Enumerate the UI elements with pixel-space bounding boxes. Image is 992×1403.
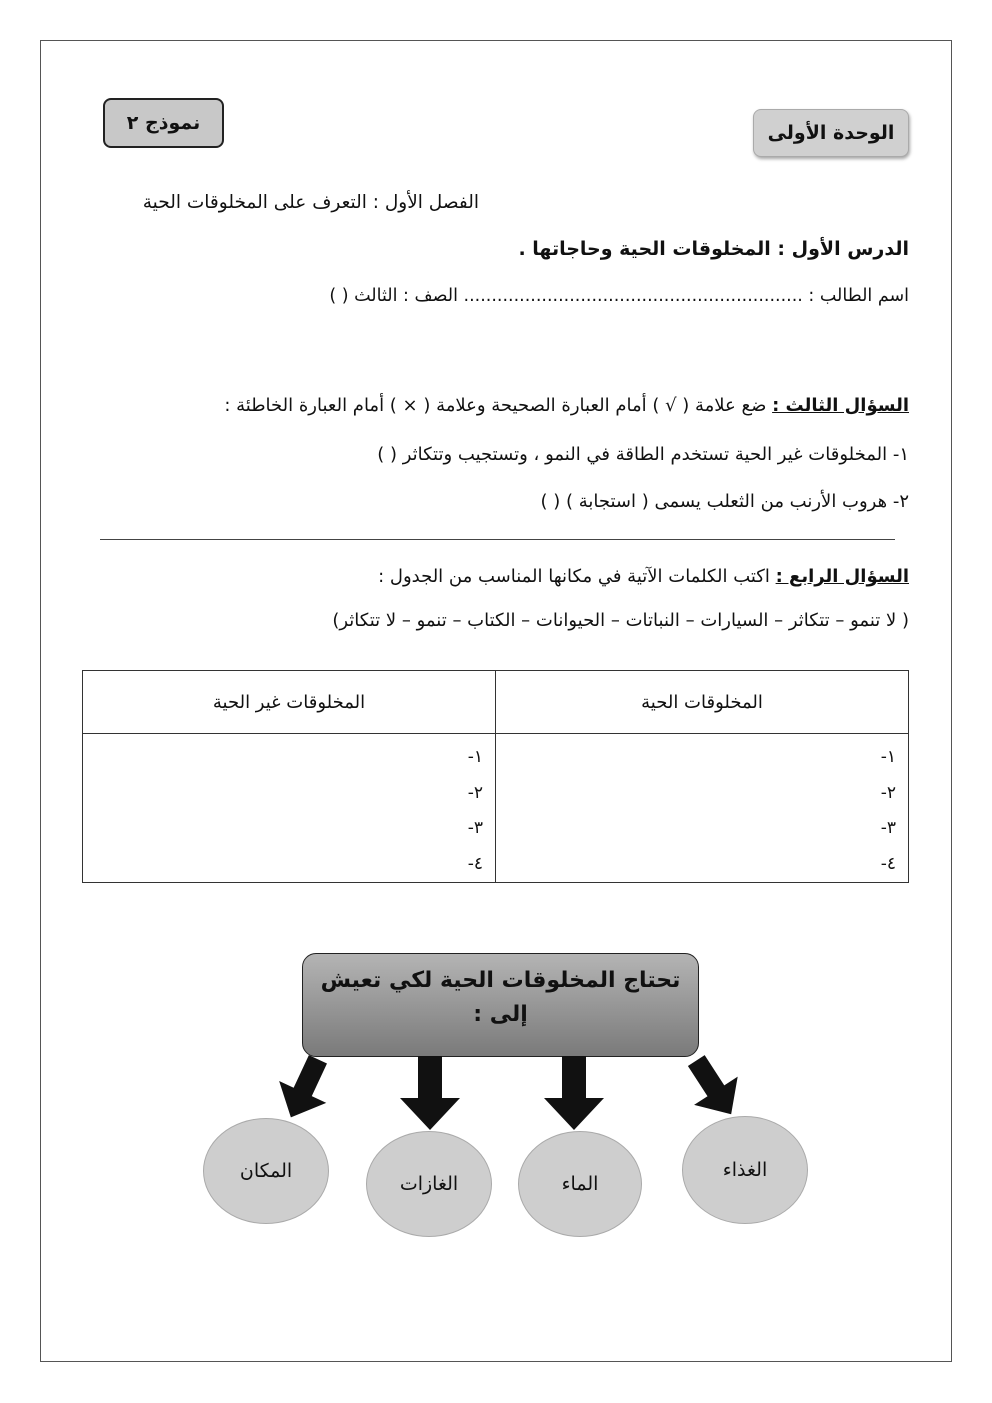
- nonliving-row: ٣-: [467, 818, 483, 838]
- question3-item-2: ٢- هروب الأرنب من الثعلب يسمى ( استجابة ) ( ): [540, 491, 909, 512]
- living-row: ١-: [880, 747, 896, 767]
- section-divider: [100, 539, 895, 540]
- question3-text: ضع علامة ( √ ) أمام العبارة الصحيحة وعلامة ( × ) أمام العبارة الخاطئة :: [224, 395, 773, 416]
- nonliving-column-header: المخلوقات غير الحية: [83, 671, 496, 734]
- needs-title-line1: تحتاج المخلوقات الحية لكي تعيش: [320, 968, 681, 993]
- nonliving-row: ٢-: [467, 782, 483, 803]
- question3-label: السؤال الثالث :: [772, 395, 909, 416]
- classification-table: [82, 670, 909, 883]
- living-column-header: المخلوقات الحية: [496, 671, 909, 734]
- question3-item-1: ١- المخلوقات غير الحية تستخدم الطاقة في النمو ، وتستجيب وتتكاثر ( ): [377, 444, 909, 465]
- question4-word-list: ( لا تنمو – تتكاثر – السيارات – النباتات – الحيوانات – الكتاب – تنمو – لا تتكاثر): [332, 610, 909, 631]
- question3-prompt: [224, 395, 909, 416]
- student-name-line: اسم الطالب : ............................................................. الصف : الثالث ( ): [329, 286, 909, 306]
- needs-title-box: [302, 953, 699, 1057]
- unit-badge: الوحدة الأولى: [753, 109, 909, 157]
- living-row: ٣-: [880, 818, 896, 838]
- question4-label: السؤال الرابع :: [775, 566, 909, 587]
- living-row: ٢-: [880, 782, 896, 803]
- chapter-title: الفصل الأول : التعرف على المخلوقات الحية: [142, 192, 479, 213]
- lesson-title: الدرس الأول : المخلوقات الحية وحاجاتها .: [518, 238, 909, 260]
- living-row: ٤-: [880, 853, 896, 874]
- need-circle-gases: الغازات: [366, 1131, 492, 1237]
- need-circle-place: المكان: [203, 1118, 329, 1224]
- needs-title-line2: إلى :: [473, 1002, 528, 1027]
- nonliving-row: ١-: [467, 747, 483, 767]
- living-column-cells[interactable]: [496, 734, 909, 883]
- nonliving-column-cells[interactable]: [83, 734, 496, 883]
- question4-text: اكتب الكلمات الآتية في مكانها المناسب من الجدول :: [378, 566, 776, 587]
- model-badge: نموذج ٢: [103, 98, 224, 148]
- need-circle-water: الماء: [518, 1131, 642, 1237]
- nonliving-row: ٤-: [467, 853, 483, 874]
- need-circle-food: الغذاء: [682, 1116, 808, 1224]
- question4-prompt: [378, 566, 909, 587]
